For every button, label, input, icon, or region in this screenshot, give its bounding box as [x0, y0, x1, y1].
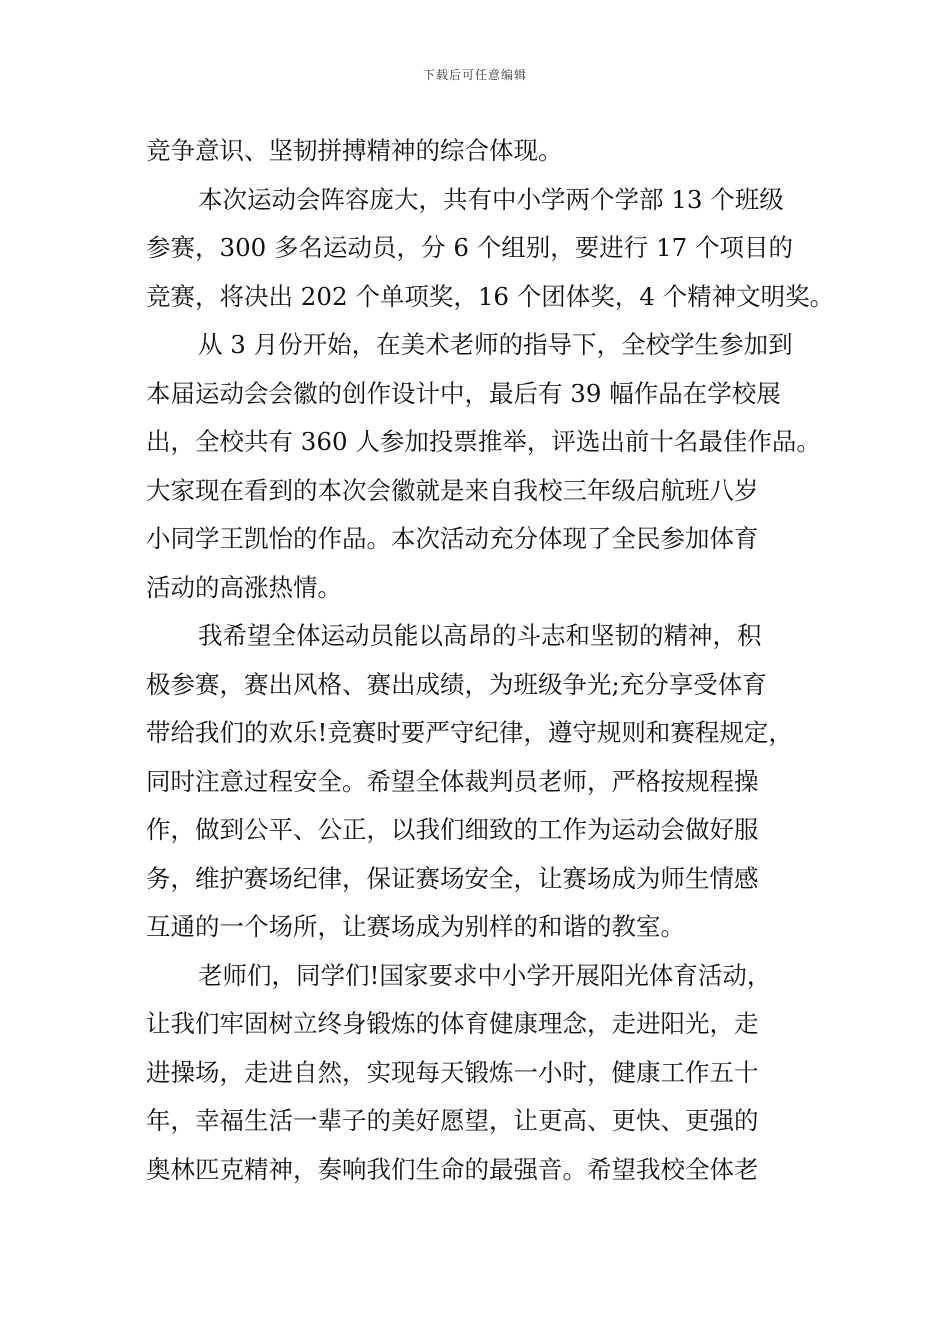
- text-line: 竞赛，将决出 202 个单项奖，16 个团体奖，4 个精神文明奖。: [146, 281, 835, 311]
- text-line: 大家现在看到的本次会徽就是来自我校三年级启航班八岁: [146, 475, 759, 505]
- text-line: 奥林匹克精神，奏响我们生命的最强音。希望我校全体老: [146, 1154, 759, 1184]
- text-line: 作，做到公平、公正，以我们细致的工作为运动会做好服: [146, 815, 759, 844]
- text-line: 小同学王凯怡的作品。本次活动充分体现了全民参加体育: [146, 524, 759, 553]
- text-line: 参赛，300 多名运动员，分 6 个组别，要进行 17 个项目的: [146, 233, 793, 262]
- text-line: 竞争意识、坚韧拼搏精神的综合体现。: [146, 136, 563, 165]
- text-line: 带给我们的欢乐!竞赛时要严守纪律，遵守规则和赛程规定，: [146, 718, 793, 747]
- text-line: 极参赛，赛出风格、赛出成绩，为班级争光;充分享受体育: [146, 669, 767, 699]
- text-line: 让我们牢固树立终身锻炼的体育健康理念，走进阳光，走: [146, 1009, 759, 1038]
- text-line: 务，维护赛场纪律，保证赛场安全，让赛场成为师生情感: [146, 863, 759, 893]
- paragraph-first-line: 老师们，同学们!国家要求中小学开展阳光体育活动，: [198, 960, 772, 990]
- text-line: 互通的一个场所，让赛场成为别样的和谐的教室。: [146, 912, 685, 941]
- text-line: 进操场，走进自然，实现每天锻炼一小时，健康工作五十: [146, 1057, 759, 1087]
- header-note: 下载后可任意编辑: [422, 68, 527, 82]
- text-line: 活动的高涨热情。: [146, 572, 342, 602]
- document-body: [146, 127, 835, 1194]
- paragraph-first-line: 从 3 月份开始，在美术老师的指导下，全校学生参加到: [198, 330, 793, 359]
- text-line: 同时注意过程安全。希望全体裁判员老师，严格按规程操: [146, 766, 759, 796]
- text-line: 本届运动会会徽的创作设计中，最后有 39 幅作品在学校展: [146, 378, 781, 408]
- paragraph-first-line: 本次运动会阵容庞大，共有中小学两个学部 13 个班级: [198, 184, 784, 214]
- text-line: 年，幸福生活一辈子的美好愿望，让更高、更快、更强的: [146, 1106, 759, 1135]
- text-line: 出，全校共有 360 人参加投票推举，评选出前十名最佳作品。: [146, 427, 821, 456]
- paragraph-first-line: 我希望全体运动员能以高昂的斗志和坚韧的精神，积: [198, 621, 762, 650]
